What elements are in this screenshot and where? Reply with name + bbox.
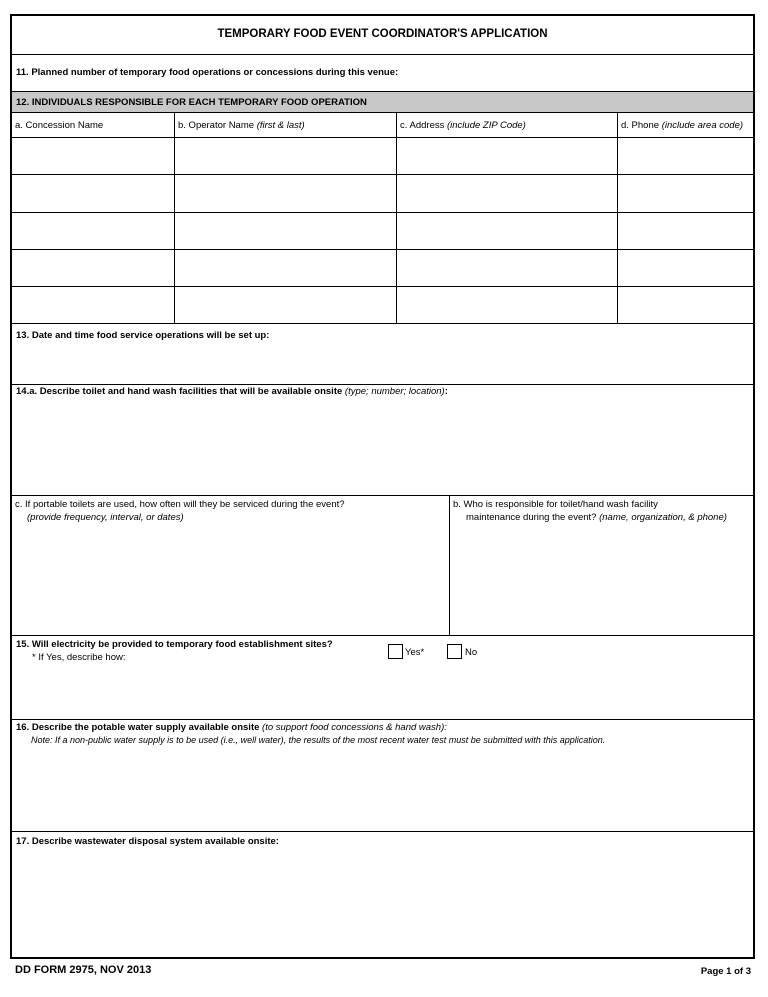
table-cell[interactable]	[177, 140, 393, 173]
table-cell[interactable]	[399, 252, 614, 285]
no-label: No	[465, 647, 478, 658]
table-cell[interactable]	[620, 215, 752, 248]
item-14b-label: b. Who is responsible for toilet/hand wash facility maintenance during the event? (name, organization, & phone)	[453, 499, 727, 523]
divider	[12, 384, 753, 385]
form-id: DD FORM 2975, NOV 2013	[15, 964, 152, 976]
item-14b-input-area[interactable]	[452, 528, 753, 632]
table-cell[interactable]	[177, 252, 393, 285]
table-cell[interactable]	[399, 289, 614, 322]
item-15-input-area[interactable]	[14, 666, 753, 716]
table-cell[interactable]	[177, 215, 393, 248]
table-cell[interactable]	[177, 177, 393, 210]
divider	[12, 495, 753, 496]
item-15-label: 15. Will electricity be provided to temporary food establishment sites?	[16, 639, 333, 650]
item-15-sublabel: * If Yes, describe how:	[32, 652, 126, 663]
table-cell[interactable]	[399, 215, 614, 248]
form-page	[10, 14, 755, 959]
item-14c-label: c. If portable toilets are used, how often will they be serviced during the event? (provide frequency, interval, or dates)	[15, 499, 345, 523]
item-13-input-area[interactable]	[14, 344, 753, 380]
item-14a-label: 14.a. Describe toilet and hand wash facilities that will be available onsite (type; number; location):	[16, 386, 448, 397]
item-17-label: 17. Describe wastewater disposal system available onsite:	[16, 836, 279, 847]
divider	[449, 495, 450, 635]
table-cell[interactable]	[620, 140, 752, 173]
table-cell[interactable]	[14, 177, 170, 210]
item-11-label: 11. Planned number of temporary food operations or concessions during this venue:	[16, 67, 399, 78]
table-cell[interactable]	[399, 140, 614, 173]
table-cell[interactable]	[620, 177, 752, 210]
divider	[12, 719, 753, 720]
divider	[12, 831, 753, 832]
table-cell[interactable]	[620, 289, 752, 322]
table-cell[interactable]	[14, 140, 170, 173]
item-11-input-area[interactable]	[432, 60, 750, 88]
col-header-phone: d. Phone (include area code)	[621, 120, 744, 131]
divider	[12, 635, 753, 636]
item-16-input-area[interactable]	[14, 750, 753, 828]
table-cell[interactable]	[14, 215, 170, 248]
page-number: Page 1 of 3	[700, 966, 751, 977]
table-cell[interactable]	[399, 177, 614, 210]
col-header-address: c. Address (include ZIP Code)	[400, 120, 526, 131]
col-header-concession-name: a. Concession Name	[15, 120, 104, 131]
operators-table	[12, 138, 755, 323]
item-13-label: 13. Date and time food service operations will be set up:	[16, 330, 270, 341]
table-cell[interactable]	[620, 252, 752, 285]
yes-checkbox[interactable]	[388, 644, 403, 659]
item-14a-input-area[interactable]	[14, 401, 753, 493]
yes-label: Yes*	[405, 647, 425, 658]
table-cell[interactable]	[177, 289, 393, 322]
col-header-operator-name: b. Operator Name (first & last)	[178, 120, 305, 131]
form-title: TEMPORARY FOOD EVENT COORDINATOR'S APPLICATION	[217, 28, 548, 40]
item-12-heading: 12. INDIVIDUALS RESPONSIBLE FOR EACH TEMPORARY FOOD OPERATION	[16, 97, 367, 108]
grid-line	[12, 323, 753, 324]
table-cell[interactable]	[14, 252, 170, 285]
item-14c-input-area[interactable]	[14, 528, 446, 632]
item-17-input-area[interactable]	[14, 851, 753, 955]
no-checkbox[interactable]	[447, 644, 462, 659]
table-cell[interactable]	[14, 289, 170, 322]
divider	[12, 54, 753, 55]
item-16-label: 16. Describe the potable water supply available onsite (to support food concessions & hand wash): Note: If a non-public water supply is to be used (i.e., well water), the results of the most recent water test must be submitted with this application.	[16, 722, 606, 745]
